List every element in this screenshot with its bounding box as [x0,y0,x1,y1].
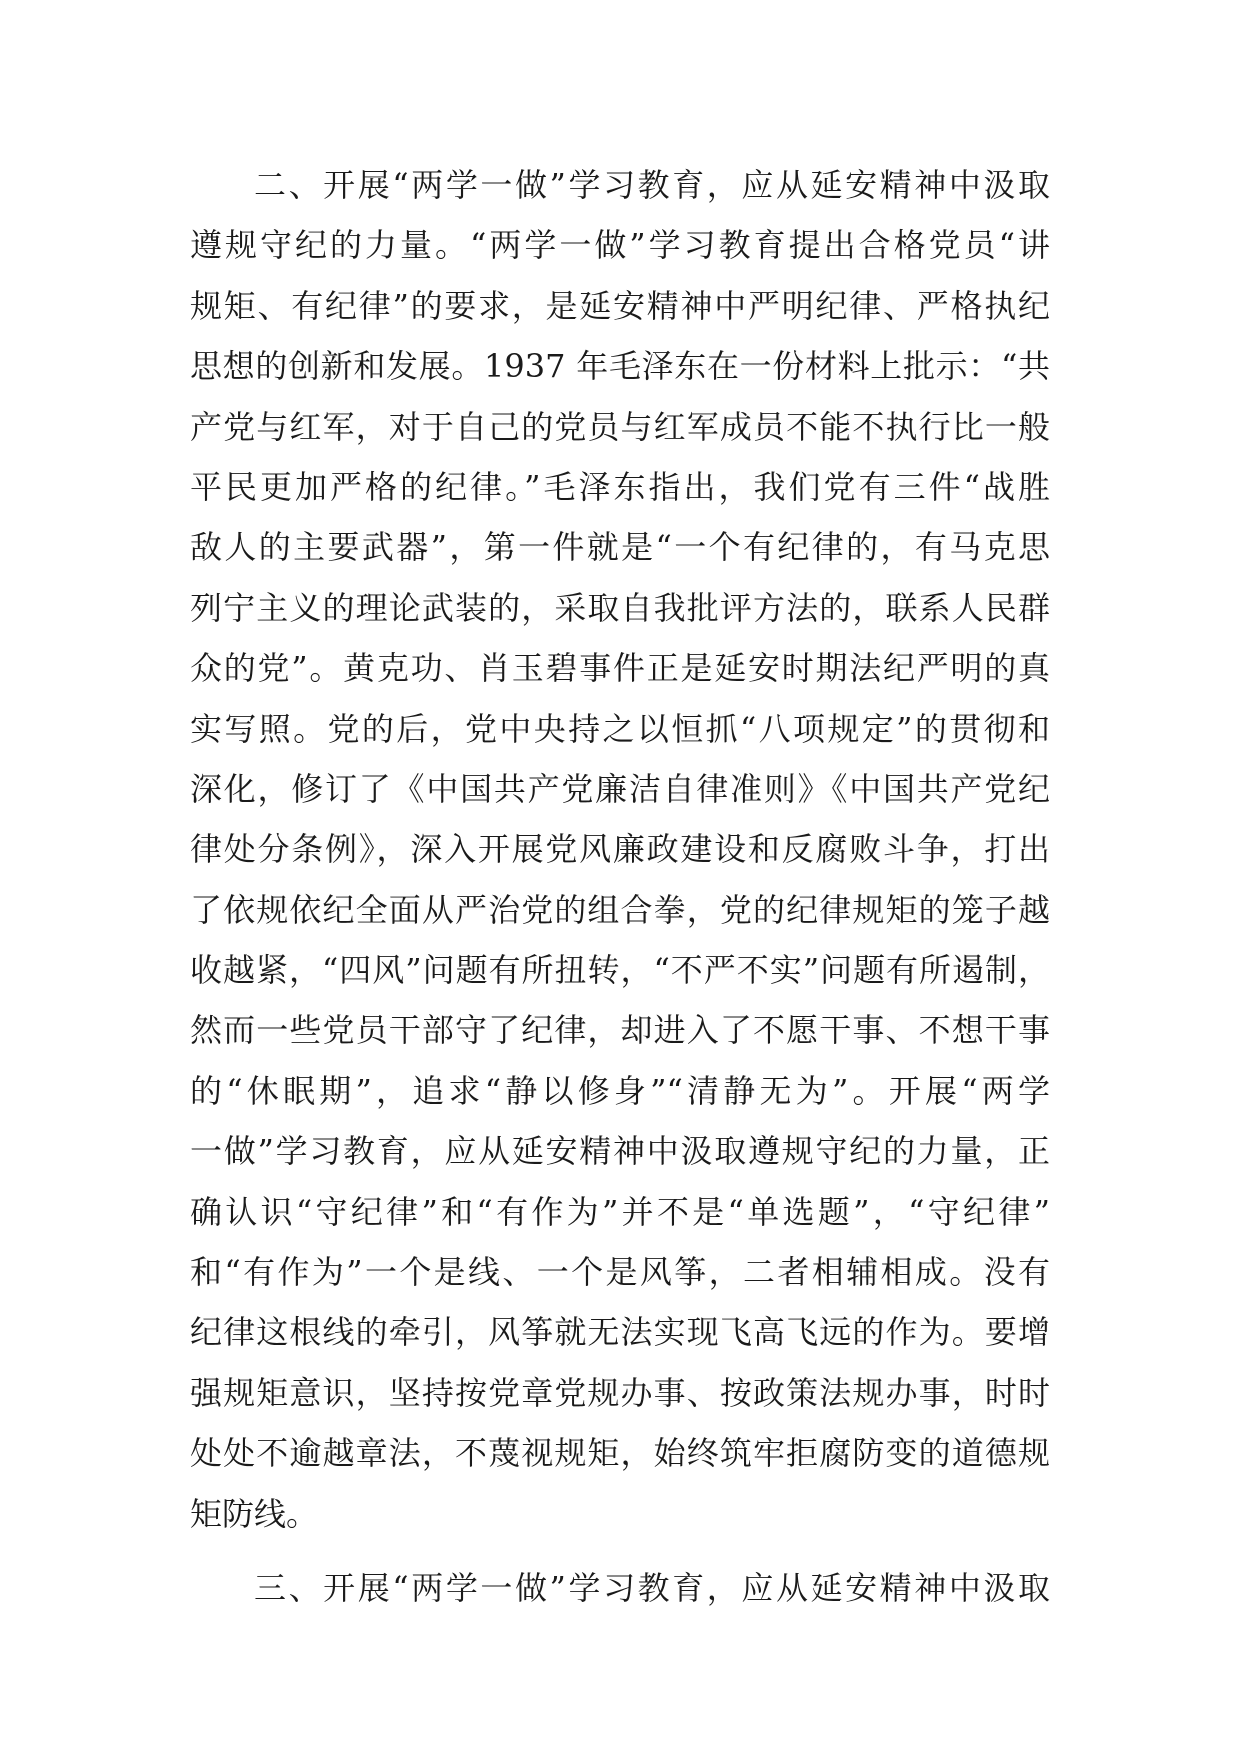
text-line: 平民更加严格的纪律。”毛泽东指出，我们党有三件“战胜 [190,467,1050,506]
text-line: 然而一些党员干部守了纪律，却进入了不愿干事、不想干事 [190,1011,1050,1050]
body-text [190,155,1050,1618]
text-line: 列宁主义的理论武装的，采取自我批评方法的，联系人民群 [190,588,1050,627]
text-line: 一做”学习教育，应从延安精神中汲取遵规守纪的力量，正 [190,1132,1050,1171]
text-line: 和“有作为”一个是线、一个是风筝，二者相辅相成。没有 [190,1253,1050,1292]
text-line: 遵规守纪的力量。“两学一做”学习教育提出合格党员“讲 [190,226,1050,265]
text-line: 的“休眠期”，追求“静以修身”“清静无为”。开展“两学 [190,1071,1050,1110]
text-line: 思想的创新和发展。1937 年毛泽东在一份材料上批示：“共 [190,347,1050,386]
text-line: 产党与红军，对于自己的党员与红军成员不能不执行比一般 [190,407,1050,446]
text-line: 众的党”。黄克功、肖玉碧事件正是延安时期法纪严明的真 [190,649,1050,688]
text-line: 强规矩意识，坚持按党章党规办事、按政策法规办事，时时 [190,1373,1050,1412]
text-line: 规矩、有纪律”的要求，是延安精神中严明纪律、严格执纪 [190,286,1050,325]
text-line: 纪律这根线的牵引，风筝就无法实现飞高飞远的作为。要增 [190,1313,1050,1352]
text-line: 收越紧，“四风”问题有所扭转，“不严不实”问题有所遏制， [190,951,1050,990]
paragraph-gap [190,1544,1050,1558]
text-line: 二、开展“两学一做”学习教育，应从延安精神中汲取 [254,166,1050,204]
text-line: 了依规依纪全面从严治党的组合拳，党的纪律规矩的笼子越 [190,890,1050,929]
text-line: 律处分条例》，深入开展党风廉政建设和反腐败斗争，打出 [190,830,1050,869]
text-line: 矩防线。 [190,1494,319,1533]
text-line: 确认识“守纪律”和“有作为”并不是“单选题”，“守纪律” [190,1192,1050,1231]
text-line: 深化，修订了《中国共产党廉洁自律准则》《中国共产党纪 [190,769,1050,808]
text-line: 处处不逾越章法，不蔑视规矩，始终筑牢拒腐防变的道德规 [190,1434,1050,1473]
text-line: 敌人的主要武器”，第一件就是“一个有纪律的，有马克思 [190,528,1050,567]
text-line: 实写照。党的后，党中央持之以恒抓“八项规定”的贯彻和 [190,709,1050,748]
text-line: 三、开展“两学一做”学习教育，应从延安精神中汲取 [254,1568,1050,1607]
